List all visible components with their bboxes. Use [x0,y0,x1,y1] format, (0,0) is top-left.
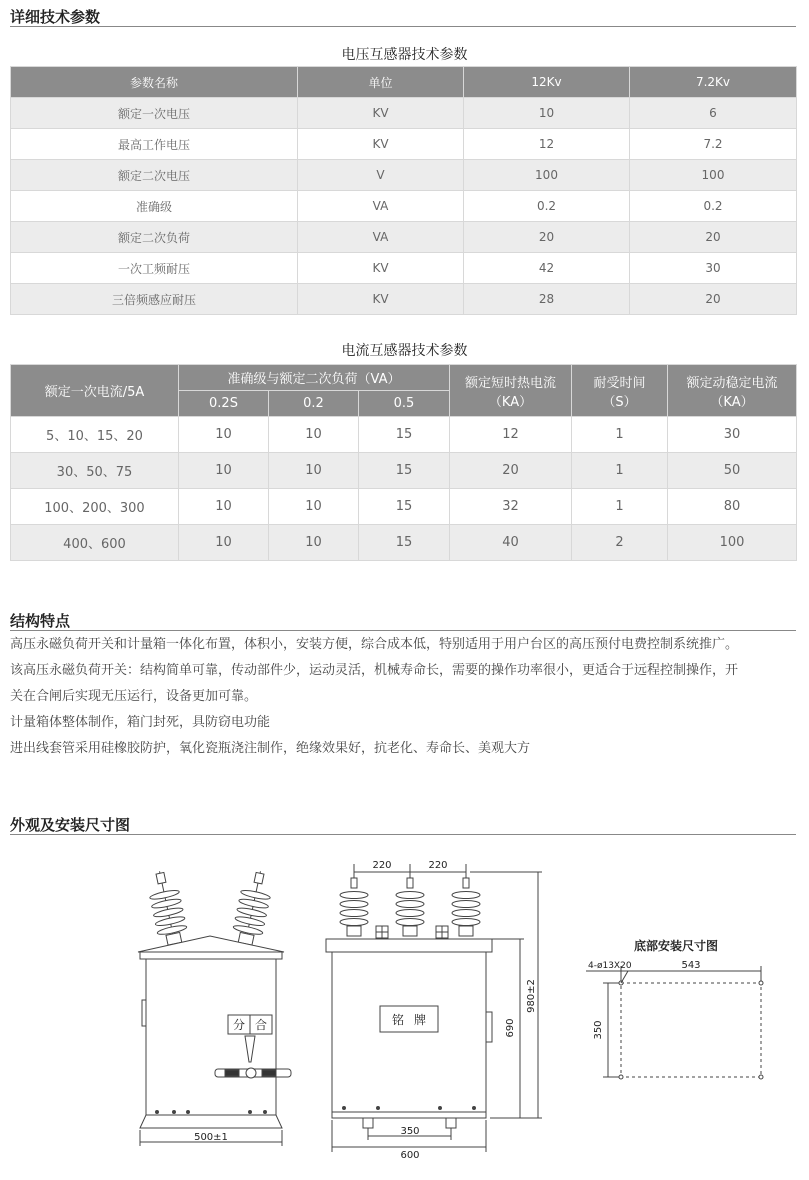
table-cell: 12 [450,417,572,453]
side-view [138,868,291,1146]
table-row [11,453,797,489]
table-row [11,417,797,453]
section-title-technical-params: 详细技术参数 [10,8,101,26]
table-row [11,191,797,222]
section-title-features: 结构特点 [10,612,71,630]
table-cell: 10 [179,525,269,561]
table-cell: KV [298,284,464,315]
total-height-label: 980±2 [526,979,537,1013]
ct-header-thermal-line2: （KA） [488,394,533,410]
table-cell: 30、50、75 [11,453,179,489]
table-cell: 400、600 [11,525,179,561]
base-height-label: 350 [593,1020,604,1040]
nameplate-text: 牌 [413,1013,427,1027]
table-cell: 42 [464,253,630,284]
table-cell: 10 [179,417,269,453]
table-cell: 50 [668,453,797,489]
table-cell: 12 [464,129,630,160]
table-row [11,284,797,315]
ct-subheader-cell: 0.2S [179,391,269,417]
table-cell: 额定一次电压 [11,98,298,129]
features-paragraph: 关在合闸后实现无压运行，设备更加可靠。 [10,689,258,704]
table-cell: 15 [359,417,450,453]
features-paragraph: 高压永磁负荷开关和计量箱一体化布置，体积小，安装方便，综合成本低，特别适用于用户台区的高压预付电费控制系统推广。 [10,637,739,652]
table-cell: 10 [269,525,359,561]
table-cell: 1 [572,417,668,453]
ct-header-accuracy-group: 准确级与额定二次负荷（VA） [179,365,450,391]
ct-header-thermal-line1: 额定短时热电流 [465,375,557,391]
pt-header-cell: 参数名称 [11,67,298,98]
pt-table [10,66,797,315]
ct-header-thermal-current [450,365,572,417]
section-divider [10,834,796,835]
table-row [11,160,797,191]
table-cell: VA [298,191,464,222]
pt-header-cell: 12Kv [464,67,630,98]
table-cell: 40 [450,525,572,561]
features-paragraph: 该高压永磁负荷开关：结构简单可靠，传动部件少，运动灵活，机械寿命长，需要的操作功率很小，更适合于远程控制操作，开 [10,663,739,678]
ct-subheader-cell: 0.2 [269,391,359,417]
dimension-drawing [0,840,809,1170]
front-bushing [396,878,424,936]
table-cell: 10 [464,98,630,129]
front-bushing [452,878,480,936]
ct-header-dynamic-line2: （KA） [710,394,754,410]
table-row [11,98,797,129]
table-cell: 32 [450,489,572,525]
bottom-dim-label: 350 [400,1126,420,1137]
ct-header-rated-current: 额定一次电流/5A [11,365,179,417]
top-dim-label: 220 [428,860,448,871]
switch-label-open: 分 [232,1018,246,1032]
table-cell: KV [298,253,464,284]
table-row [11,489,797,525]
table-cell: 20 [630,222,797,253]
table-cell: 10 [269,489,359,525]
section-title-dimensions: 外观及安装尺寸图 [10,816,131,834]
table-row [11,253,797,284]
ct-table-title: 电流互感器技术参数 [341,343,468,359]
table-cell: 7.2 [630,129,797,160]
table-cell: 额定二次负荷 [11,222,298,253]
ct-header-dynamic-current [668,365,797,417]
bottom-dim-label: 600 [400,1150,420,1161]
table-cell: 100 [630,160,797,191]
body-height-label: 690 [505,1018,516,1038]
table-row [11,129,797,160]
ct-table [10,364,797,561]
table-cell: 10 [179,489,269,525]
table-cell: 80 [668,489,797,525]
table-cell: 10 [269,417,359,453]
features-paragraph: 进出线套管采用硅橡胶防护，氧化瓷瓶浇注制作，绝缘效果好，抗老化、寿命长、美观大方 [10,741,531,756]
base-width-label: 543 [681,960,701,971]
front-bushing [340,878,368,936]
table-cell: KV [298,98,464,129]
table-cell: V [298,160,464,191]
table-cell: 20 [450,453,572,489]
pt-header-cell: 单位 [298,67,464,98]
table-cell: KV [298,129,464,160]
table-row [11,222,797,253]
right-bushing [230,868,275,947]
section-divider [10,26,796,27]
table-cell: 100、200、300 [11,489,179,525]
ct-header-time-line2: （S） [602,394,637,410]
table-cell: 1 [572,489,668,525]
pt-header-cell: 7.2Kv [630,67,797,98]
ct-subheader-cell: 0.5 [359,391,450,417]
pt-table-header-row [11,67,797,98]
section-divider [10,630,796,631]
table-cell: 1 [572,453,668,489]
table-cell: 10 [179,453,269,489]
table-cell: 100 [668,525,797,561]
table-cell: 准确级 [11,191,298,222]
table-cell: 2 [572,525,668,561]
table-cell: 5、10、15、20 [11,417,179,453]
table-cell: 10 [269,453,359,489]
base-mounting-view [586,966,763,1079]
ct-header-dynamic-line1: 额定动稳定电流 [686,375,778,391]
features-paragraph: 计量箱体整体制作，箱门封死，具防窃电功能 [10,715,271,730]
table-cell: 30 [668,417,797,453]
left-bushing [145,868,190,947]
table-cell: 15 [359,525,450,561]
table-cell: 15 [359,453,450,489]
table-row [11,525,797,561]
front-view [326,864,542,1152]
base-holes-label: 4-ø13X20 [588,961,632,971]
ct-table-header-row [11,365,797,391]
ct-header-time [572,365,668,417]
table-cell: 28 [464,284,630,315]
table-cell: 20 [630,284,797,315]
ct-header-time-line1: 耐受时间 [593,375,646,391]
table-cell: 额定二次电压 [11,160,298,191]
table-cell: 15 [359,489,450,525]
top-dim-label: 220 [372,860,392,871]
pt-table-title: 电压互感器技术参数 [341,47,468,63]
table-cell: 一次工频耐压 [11,253,298,284]
nameplate-text: 铭 [391,1013,405,1027]
table-cell: 20 [464,222,630,253]
switch-label-close: 合 [254,1018,268,1032]
table-cell: 三倍频感应耐压 [11,284,298,315]
table-cell: VA [298,222,464,253]
table-cell: 6 [630,98,797,129]
table-cell: 30 [630,253,797,284]
side-width-label: 500±1 [194,1132,228,1143]
table-cell: 0.2 [630,191,797,222]
table-cell: 0.2 [464,191,630,222]
table-cell: 100 [464,160,630,191]
base-drawing-title: 底部安装尺寸图 [633,939,719,953]
table-cell: 最高工作电压 [11,129,298,160]
features-text [10,632,800,762]
